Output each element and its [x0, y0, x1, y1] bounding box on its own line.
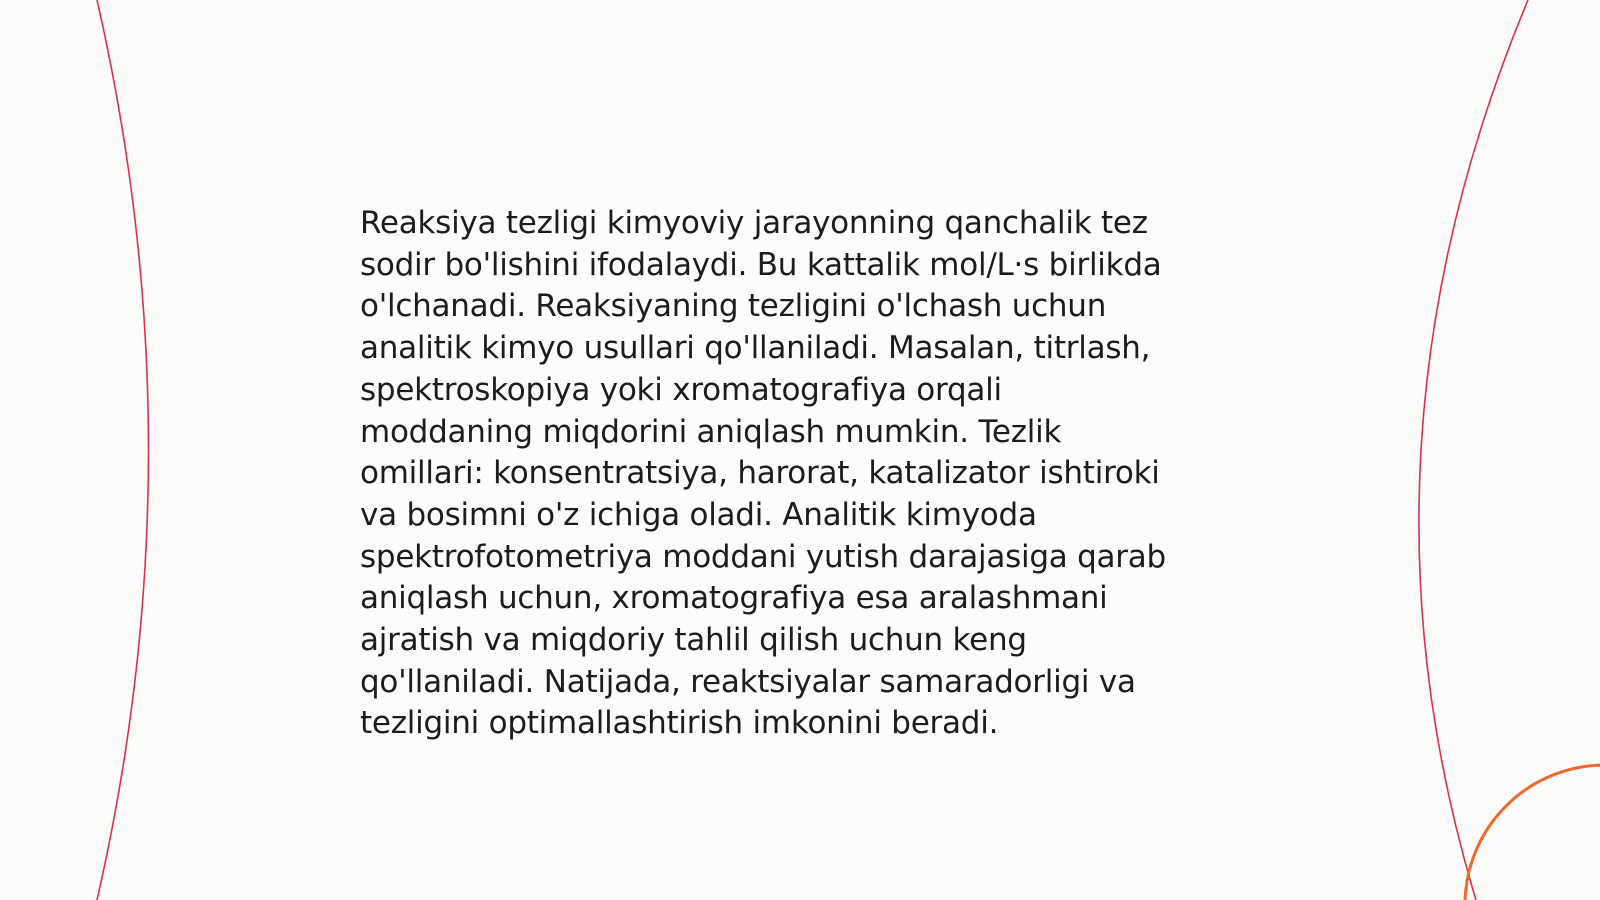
left-curve-line	[97, 0, 149, 900]
orange-arc-decoration	[1465, 765, 1600, 900]
slide-body-text: Reaksiya tezligi kimyoviy jarayonning qanchalik tez sodir bo'lishini ifodalaydi. Bu kattalik mol/L·s birlikda o'lchanadi. Reaksiyaning tezligini o'lchash uchun analitik kimyo usullari qo'llaniladi. Masalan, titrlash, spektroskopiya yoki xromatografiya orqali moddaning miqdorini aniqlash mumkin. Tezlik omillari: konsentratsiya, harorat, katalizator ishtiroki va bosimni o'z ichiga oladi. Analitik kimyoda spektrofotometriya moddani yutish darajasiga qarab aniqlash uchun, xromatografiya esa aralashmani ajratish va miqdoriy tahlil qilish uchun keng qo'llaniladi. Natijada, reaktsiyalar samaradorligi va tezligini optimallashtirish imkonini beradi.	[360, 205, 1166, 742]
right-curve-line	[1419, 0, 1528, 900]
